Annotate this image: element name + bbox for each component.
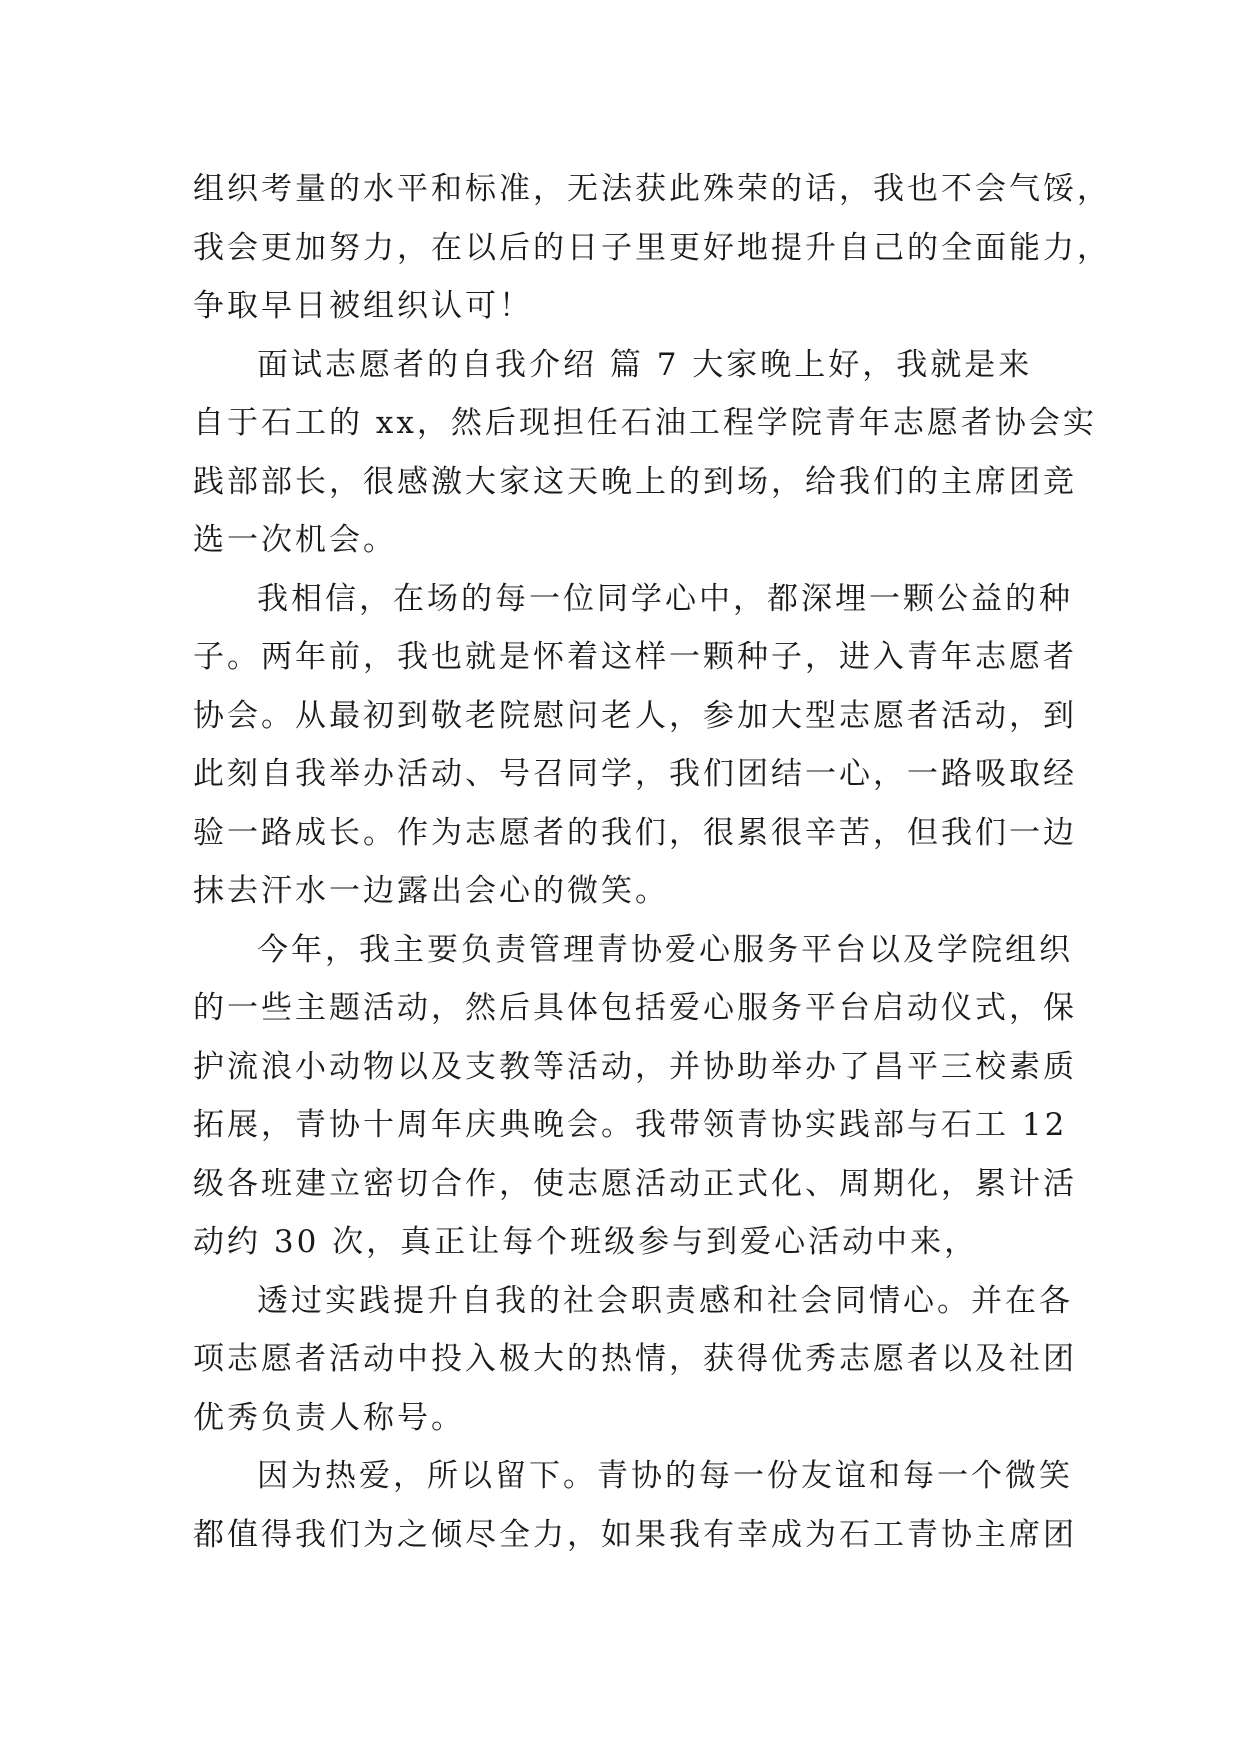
text-line: 组织考量的水平和标准，无法获此殊荣的话，我也不会气馁， — [193, 171, 1111, 207]
text-line: 拓展，青协十周年庆典晚会。我带领青协实践部与石工 12 — [193, 1107, 1068, 1143]
text-line: 项志愿者活动中投入极大的热情，获得优秀志愿者以及社团 — [193, 1341, 1077, 1377]
text-line: 动约 30 次，真正让每个班级参与到爱心活动中来， — [193, 1224, 979, 1260]
paragraph-first-line: 透过实践提升自我的社会职责感和社会同情心。并在各 — [257, 1282, 1073, 1319]
text-line: 级各班建立密切合作，使志愿活动正式化、周期化，累计活 — [193, 1165, 1077, 1202]
paragraph-first-line: 因为热爱，所以留下。青协的每一份友谊和每一个微笑 — [257, 1458, 1073, 1494]
paragraph-first-line: 我相信，在场的每一位同学心中，都深埋一颗公益的种 — [257, 580, 1073, 617]
paragraph-first-line: 今年，我主要负责管理青协爱心服务平台以及学院组织 — [257, 931, 1073, 968]
text-line: 验一路成长。作为志愿者的我们，很累很辛苦，但我们一边 — [193, 814, 1077, 851]
section-heading-line: 面试志愿者的自我介绍 篇 7 大家晚上好，我就是来 — [257, 346, 1033, 383]
document-body — [193, 160, 1111, 1564]
text-line: 优秀负责人称号。 — [193, 1399, 465, 1436]
text-line: 此刻自我举办活动、号召同学，我们团结一心，一路吸取经 — [193, 756, 1077, 792]
text-line: 护流浪小动物以及支教等活动，并协助举办了昌平三校素质 — [193, 1048, 1077, 1085]
text-line: 协会。从最初到敬老院慰问老人，参加大型志愿者活动，到 — [193, 697, 1077, 734]
text-line: 子。两年前，我也就是怀着这样一颗种子，进入青年志愿者 — [193, 639, 1077, 675]
text-line: 都值得我们为之倾尽全力，如果我有幸成为石工青协主席团 — [193, 1516, 1077, 1553]
text-line: 践部部长，很感激大家这天晚上的到场，给我们的主席团竞 — [193, 463, 1077, 500]
text-line: 选一次机会。 — [193, 522, 397, 558]
text-line: 的一些主题活动，然后具体包括爱心服务平台启动仪式，保 — [193, 990, 1077, 1026]
text-line: 争取早日被组织认可！ — [193, 288, 533, 324]
text-line: 抹去汗水一边露出会心的微笑。 — [193, 873, 669, 909]
text-line: 我会更加努力，在以后的日子里更好地提升自己的全面能力， — [193, 229, 1111, 266]
text-line: 自于石工的 xx，然后现担任石油工程学院青年志愿者协会实 — [193, 405, 1097, 441]
